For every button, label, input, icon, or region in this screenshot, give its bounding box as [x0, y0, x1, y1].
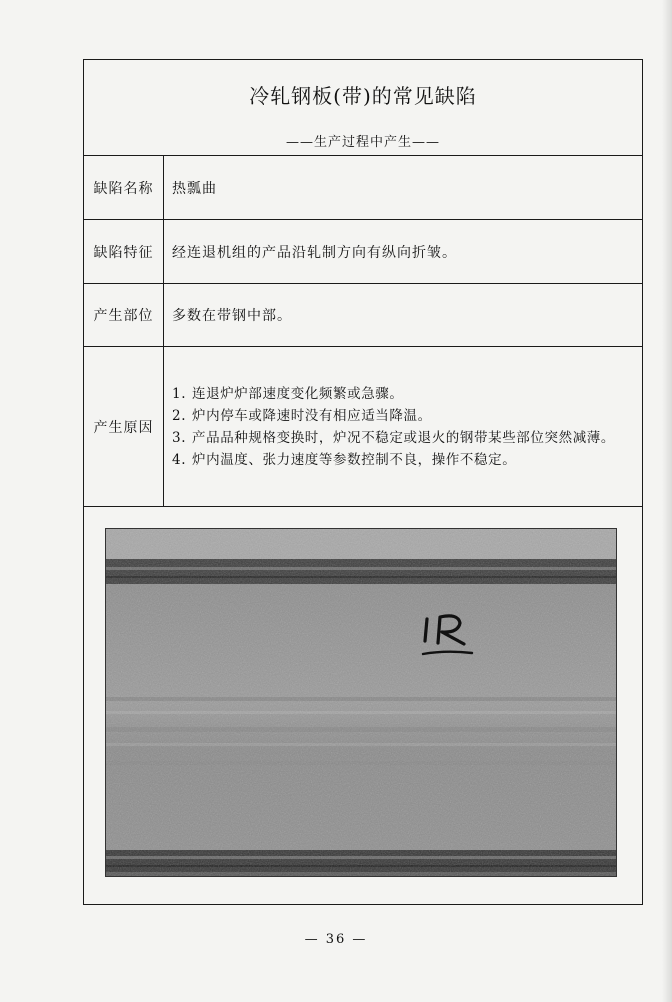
- page-number: — 36 —: [304, 932, 368, 947]
- page-subtitle: ——生产过程中产生——: [285, 135, 440, 150]
- cause-item: [172, 405, 615, 427]
- cause-list: [172, 383, 615, 471]
- row-defect-feature: [84, 220, 642, 284]
- defect-photo: [105, 528, 617, 877]
- page-edge-shadow: [662, 0, 672, 1002]
- cause-item-text: 产品品种规格变换时，炉况不稳定或退火的钢带某些部位突然减薄。: [192, 429, 615, 446]
- value-defect-location: 多数在带钢中部。: [172, 308, 292, 324]
- row-defect-name: [84, 156, 642, 220]
- label-defect-location: 产生部位: [84, 284, 164, 346]
- value-defect-cause: [172, 347, 634, 506]
- value-defect-feature: 经连退机组的产品沿轧制方向有纵向折皱。: [172, 244, 457, 261]
- row-defect-location: [84, 284, 642, 347]
- label-defect-cause: 产生原因: [84, 347, 164, 506]
- page-title: 冷轧钢板(带)的常见缺陷: [249, 84, 477, 108]
- defect-sheet-frame: [83, 59, 643, 905]
- cause-item-text: 连退炉炉部速度变化频繁或急骤。: [192, 385, 404, 402]
- cause-item-number: 2.: [172, 407, 187, 424]
- row-defect-cause: [84, 347, 642, 507]
- cause-item-number: 3.: [172, 429, 187, 446]
- cause-item-number: 4.: [172, 451, 187, 468]
- cause-item: [172, 427, 615, 449]
- title-block: [84, 60, 642, 156]
- steel-strip-photo: [106, 529, 617, 877]
- label-defect-feature: 缺陷特征: [84, 220, 164, 283]
- label-defect-name: 缺陷名称: [84, 156, 164, 219]
- cause-item-number: 1.: [172, 385, 187, 402]
- cause-item: [172, 449, 615, 471]
- value-defect-name: 热瓢曲: [172, 180, 217, 197]
- cause-item-text: 炉内温度、张力速度等参数控制不良，操作不稳定。: [192, 451, 517, 468]
- cause-item-text: 炉内停车或降速时没有相应适当降温。: [192, 407, 432, 424]
- cause-item: [172, 383, 615, 405]
